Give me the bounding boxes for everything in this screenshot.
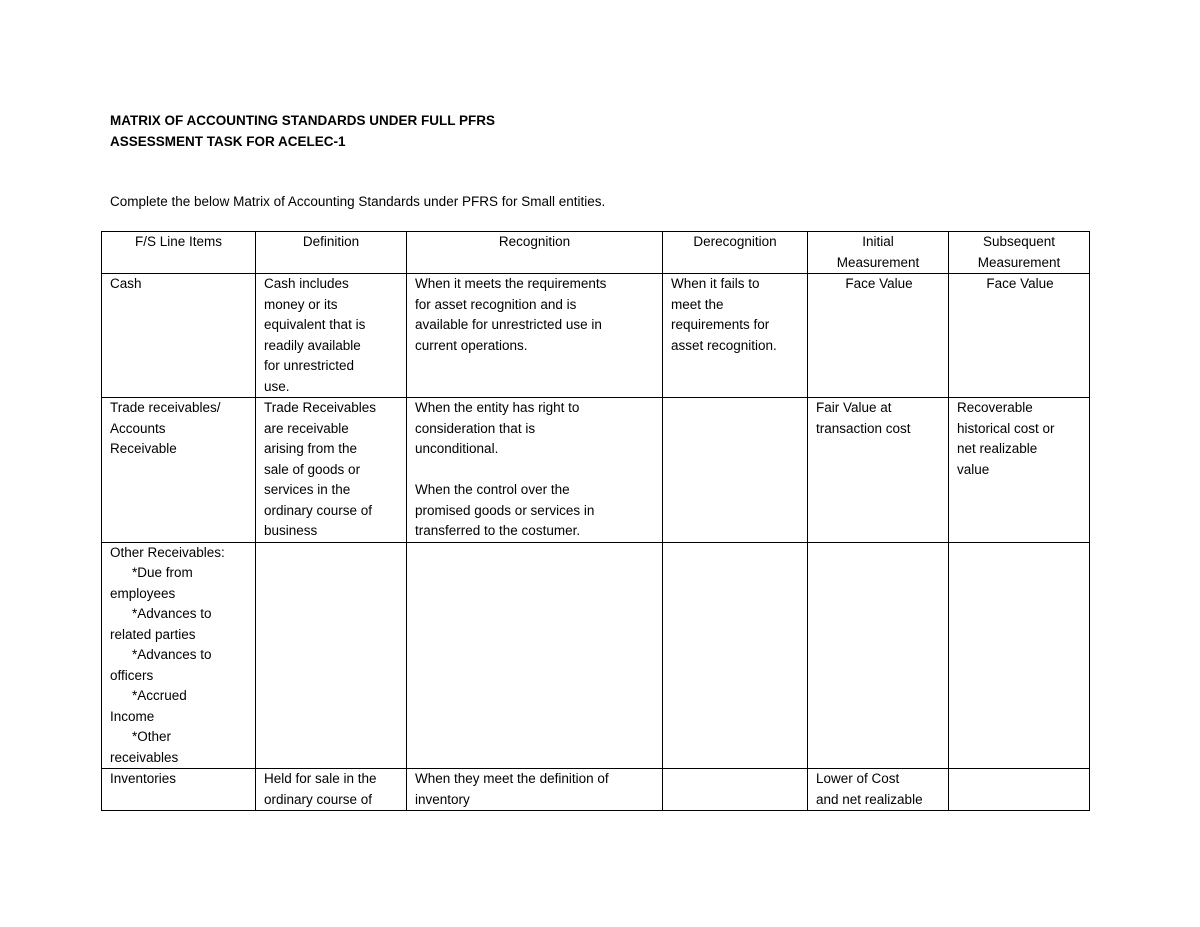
cell-line-item: Inventories bbox=[102, 769, 256, 811]
header-derecognition: Derecognition bbox=[663, 232, 808, 274]
cell-initial-measurement bbox=[808, 542, 949, 769]
list-item: related parties bbox=[110, 626, 196, 642]
list-item: *Accrued bbox=[132, 688, 187, 703]
cell-initial-measurement: Face Value bbox=[808, 274, 949, 398]
cell-line-item bbox=[102, 542, 256, 769]
table-row bbox=[102, 398, 1090, 543]
accounting-standards-matrix bbox=[101, 231, 1090, 811]
header-recognition: Recognition bbox=[407, 232, 663, 274]
cell-initial-measurement: Fair Value at transaction cost bbox=[808, 398, 949, 543]
document-title: MATRIX OF ACCOUNTING STANDARDS UNDER FULL PFRS bbox=[110, 113, 495, 128]
cell-subsequent-measurement bbox=[949, 542, 1090, 769]
cell-definition: Trade Receivables are receivable arising from the sale of goods or services in the ordinary course of business bbox=[256, 398, 407, 543]
document-subtitle: ASSESSMENT TASK FOR ACELEC-1 bbox=[110, 134, 346, 149]
header-definition: Definition bbox=[256, 232, 407, 274]
cell-recognition: When they meet the definition of inventory bbox=[407, 769, 663, 811]
cell-derecognition bbox=[663, 542, 808, 769]
list-item: officers bbox=[110, 667, 154, 683]
cell-subsequent-measurement: Face Value bbox=[949, 274, 1090, 398]
table-row bbox=[102, 542, 1090, 769]
list-item: *Advances to bbox=[132, 647, 212, 662]
cell-recognition bbox=[407, 542, 663, 769]
list-item: Income bbox=[110, 708, 155, 724]
list-item: *Advances to bbox=[132, 606, 212, 621]
cell-definition: Held for sale in the ordinary course of bbox=[256, 769, 407, 811]
cell-definition: Cash includes money or its equivalent that is readily available for unrestricted use. bbox=[256, 274, 407, 398]
instruction-text: Complete the below Matrix of Accounting Standards under PFRS for Small entities. bbox=[110, 194, 606, 209]
cell-definition bbox=[256, 542, 407, 769]
cell-line-item: Trade receivables/ Accounts Receivable bbox=[102, 398, 256, 543]
cell-derecognition bbox=[663, 398, 808, 543]
table-row bbox=[102, 274, 1090, 398]
cell-recognition: When it meets the requirements for asset recognition and is available for unrestricted use in current operations. bbox=[407, 274, 663, 398]
list-item: *Due from bbox=[132, 565, 193, 580]
cell-subsequent-measurement bbox=[949, 769, 1090, 811]
header-initial-measurement: Initial Measurement bbox=[808, 232, 949, 274]
list-item: employees bbox=[110, 585, 176, 601]
list-item: *Other bbox=[132, 729, 172, 744]
header-row bbox=[102, 232, 1090, 274]
header-subsequent-measurement: Subsequent Measurement bbox=[949, 232, 1090, 274]
cell-recognition: When the entity has right to consideration that is unconditional. When the control over the promised goods or services in transferred to the costumer. bbox=[407, 398, 663, 543]
cell-derecognition: When it fails to meet the requirements for asset recognition. bbox=[663, 274, 808, 398]
other-receivables-heading: Other Receivables: bbox=[110, 544, 225, 560]
header-fs-line-items: F/S Line Items bbox=[102, 232, 256, 274]
cell-line-item: Cash bbox=[102, 274, 256, 398]
cell-derecognition bbox=[663, 769, 808, 811]
cell-initial-measurement: Lower of Cost and net realizable bbox=[808, 769, 949, 811]
table-row bbox=[102, 769, 1090, 811]
list-item: receivables bbox=[110, 749, 179, 765]
cell-subsequent-measurement: Recoverable historical cost or net realizable value bbox=[949, 398, 1090, 543]
